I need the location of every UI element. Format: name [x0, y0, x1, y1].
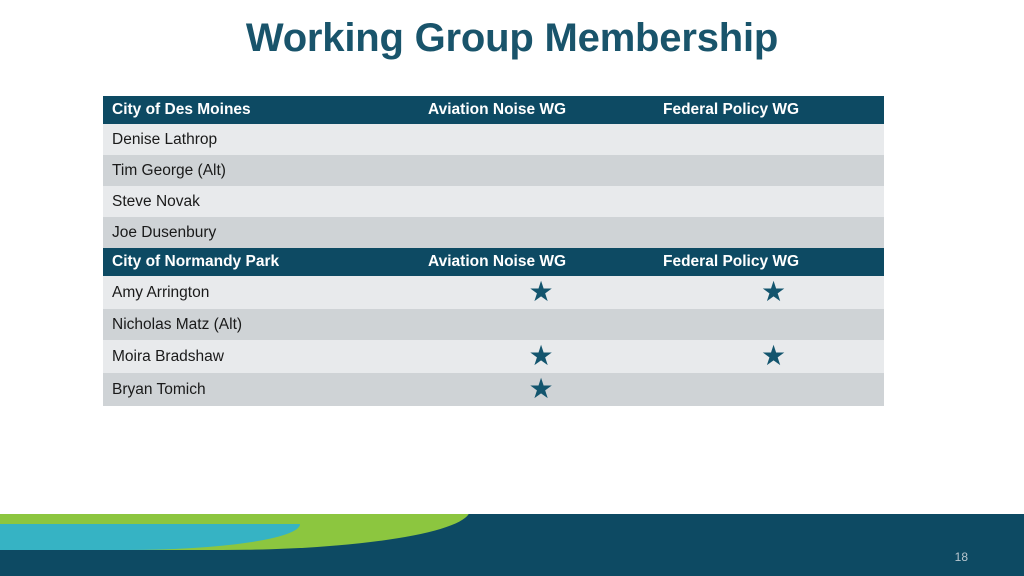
column-header-city: City of Normandy Park	[103, 248, 419, 276]
federal-policy-cell	[654, 309, 884, 340]
aviation-noise-cell	[419, 186, 654, 217]
table-header-row-normandy-park	[103, 248, 884, 276]
aviation-noise-cell	[419, 155, 654, 186]
table-row	[103, 340, 884, 373]
aviation-noise-cell	[419, 309, 654, 340]
column-header-city: City of Des Moines	[103, 96, 419, 124]
page-title: Working Group Membership	[245, 16, 779, 60]
table-row	[103, 217, 884, 248]
star-icon: ★	[528, 276, 554, 307]
aviation-noise-cell	[419, 124, 654, 155]
member-name: Nicholas Matz (Alt)	[103, 309, 419, 340]
member-name: Bryan Tomich	[103, 373, 419, 406]
federal-policy-cell	[654, 340, 884, 373]
membership-table-container	[103, 96, 884, 406]
membership-table	[103, 96, 884, 406]
federal-policy-cell	[654, 124, 884, 155]
table-row	[103, 155, 884, 186]
federal-policy-cell	[654, 373, 884, 406]
table-row	[103, 373, 884, 406]
column-header-aviation-noise-wg: Aviation Noise WG	[419, 96, 654, 124]
table-row	[103, 186, 884, 217]
member-name: Tim George (Alt)	[103, 155, 419, 186]
star-icon: ★	[528, 373, 554, 404]
member-name: Amy Arrington	[103, 276, 419, 309]
aviation-noise-cell	[419, 373, 654, 406]
aviation-noise-cell	[419, 340, 654, 373]
column-header-federal-policy-wg: Federal Policy WG	[654, 96, 884, 124]
federal-policy-cell	[654, 186, 884, 217]
table-row	[103, 124, 884, 155]
table-header-row-des-moines	[103, 96, 884, 124]
aviation-noise-cell	[419, 217, 654, 248]
star-icon: ★	[528, 340, 554, 371]
aviation-noise-cell	[419, 276, 654, 309]
member-name: Moira Bradshaw	[103, 340, 419, 373]
footer-decorative-band	[0, 514, 1024, 576]
column-header-aviation-noise-wg: Aviation Noise WG	[419, 248, 654, 276]
page-number: 18	[954, 550, 968, 564]
member-name: Denise Lathrop	[103, 124, 419, 155]
table-row	[103, 309, 884, 340]
member-name: Steve Novak	[103, 186, 419, 217]
member-name: Joe Dusenbury	[103, 217, 419, 248]
federal-policy-cell	[654, 155, 884, 186]
star-icon: ★	[760, 340, 787, 371]
table-row	[103, 276, 884, 309]
column-header-federal-policy-wg: Federal Policy WG	[654, 248, 884, 276]
federal-policy-cell	[654, 276, 884, 309]
star-icon: ★	[760, 276, 787, 307]
federal-policy-cell	[654, 217, 884, 248]
